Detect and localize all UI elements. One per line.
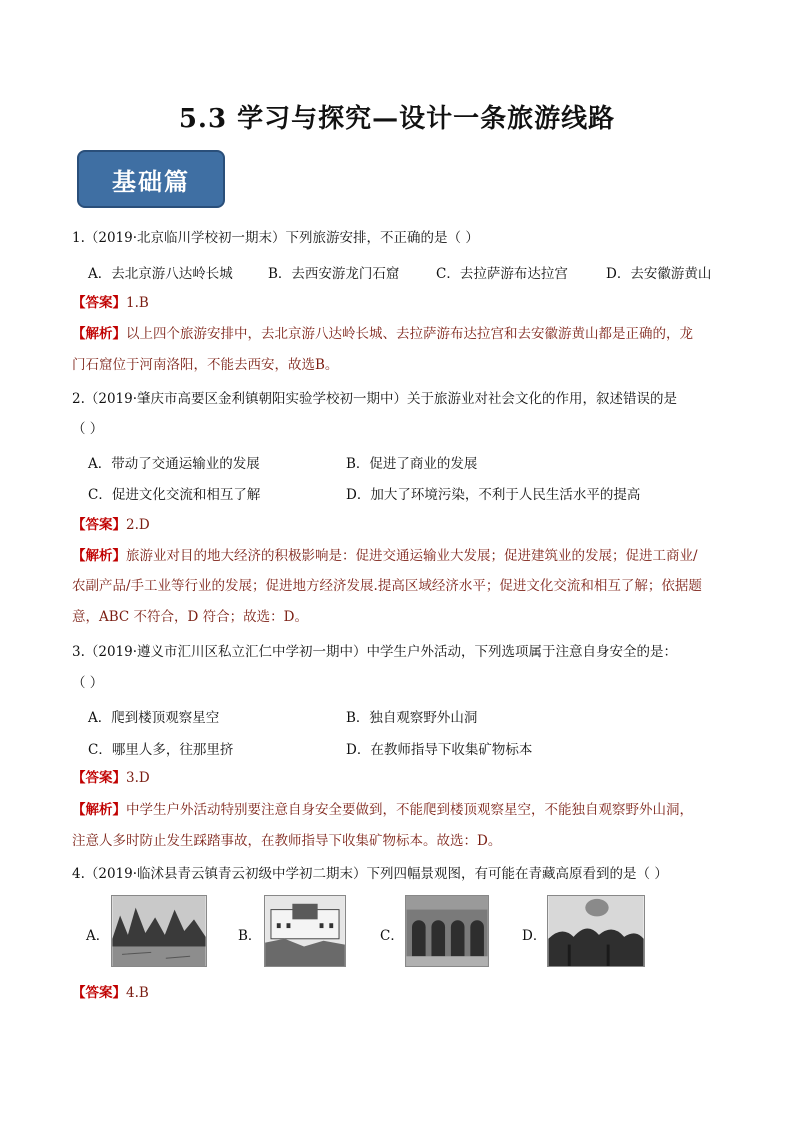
q1-stem: 1.（2019·北京临川学校初一期末）下列旅游安排，不正确的是（ ）: [72, 230, 479, 246]
q2-paren: （ ）: [72, 421, 104, 437]
q2-analysis-line-1: [72, 546, 698, 566]
q3-option-c: C．哪里人多，往那里挤: [88, 742, 234, 758]
karst-landscape-image: [111, 895, 207, 967]
analysis-label: 【解析】: [72, 802, 126, 818]
answer-label: 【答案】: [72, 985, 126, 1001]
q1-analysis-line-1: [72, 324, 693, 344]
page-title: 5.3 学习与探究—设计一条旅游线路: [178, 104, 616, 134]
section-badge: 基础篇: [77, 150, 225, 208]
q1-option-d: D．去安徽游黄山: [606, 266, 712, 282]
q3-answer-value: 3.D: [126, 770, 150, 786]
q1-answer: [72, 293, 149, 313]
q2-analysis-text-2: 农副产品/手工业等行业的发展；促进地方经济发展.提高区域经济水平；促进文化交流和相互了解；依据题: [72, 578, 702, 594]
q4-image-label-d: D．: [522, 928, 547, 944]
q2-option-b: B．促进了商业的发展: [346, 456, 478, 472]
q3-option-b: B．独自观察野外山洞: [346, 710, 478, 726]
q3-option-a: A．爬到楼顶观察星空: [88, 710, 220, 726]
q4-image-label-a: A．: [86, 928, 110, 944]
q2-answer: [72, 515, 150, 535]
q1-analysis-text-1: 以上四个旅游安排中，去北京游八达岭长城、去拉萨游布达拉宫和去安徽游黄山都是正确的，龙: [126, 326, 693, 342]
q3-analysis-line-1: [72, 800, 693, 820]
q1-option-b: B．去西安游龙门石窟: [268, 266, 400, 282]
q1-option-c: C．去拉萨游布达拉宫: [436, 266, 568, 282]
q3-analysis-text-1: 中学生户外活动特别要注意自身安全要做到，不能爬到楼顶观察星空，不能独自观察野外山洞，: [126, 802, 693, 818]
q4-answer-value: 4.B: [126, 985, 149, 1001]
q2-stem: 2.（2019·肇庆市高要区金利镇朝阳实验学校初一期中）关于旅游业对社会文化的作用，叙述错误的是: [72, 391, 678, 407]
answer-label: 【答案】: [72, 517, 126, 533]
q3-answer: [72, 768, 150, 788]
q3-analysis-text-2: 注意人多时防止发生踩踏事故，在教师指导下收集矿物标本。故选：D。: [72, 833, 502, 849]
q4-stem: 4.（2019·临沭县青云镇青云初级中学初二期末）下列四幅景观图，有可能在青藏高原看到的是（ ）: [72, 866, 668, 882]
q3-option-d: D．在教师指导下收集矿物标本: [346, 742, 533, 758]
q2-option-d: D．加大了环境污染，不利于人民生活水平的提高: [346, 487, 641, 503]
q4-image-label-c: C．: [380, 928, 404, 944]
q3-paren: （ ）: [72, 675, 104, 691]
volcano-trees-image: [547, 895, 645, 967]
potala-palace-image: [264, 895, 346, 967]
answer-label: 【答案】: [72, 295, 126, 311]
analysis-label: 【解析】: [72, 548, 126, 564]
q1-analysis-text-2: 门石窟位于河南洛阳，不能去西安，故选B。: [72, 357, 339, 373]
q2-analysis-text-3: 意，ABC 不符合，D 符合；故选：D。: [72, 609, 308, 625]
q1-option-a: A．去北京游八达岭长城: [88, 266, 233, 282]
cave-dwelling-image: [405, 895, 489, 967]
q3-stem: 3.（2019·遵义市汇川区私立汇仁中学初一期中）中学生户外活动，下列选项属于注意自身安全的是：: [72, 644, 678, 660]
analysis-label: 【解析】: [72, 326, 126, 342]
q4-image-label-b: B．: [238, 928, 262, 944]
q2-analysis-text-1: 旅游业对目的地大经济的积极影响是：促进交通运输业大发展；促进建筑业的发展；促进工商业/: [126, 548, 698, 564]
q2-option-a: A．带动了交通运输业的发展: [88, 456, 260, 472]
q4-answer: [72, 983, 149, 1003]
q2-answer-value: 2.D: [126, 517, 150, 533]
q2-option-c: C．促进文化交流和相互了解: [88, 487, 261, 503]
answer-label: 【答案】: [72, 770, 126, 786]
q1-answer-value: 1.B: [126, 295, 149, 311]
